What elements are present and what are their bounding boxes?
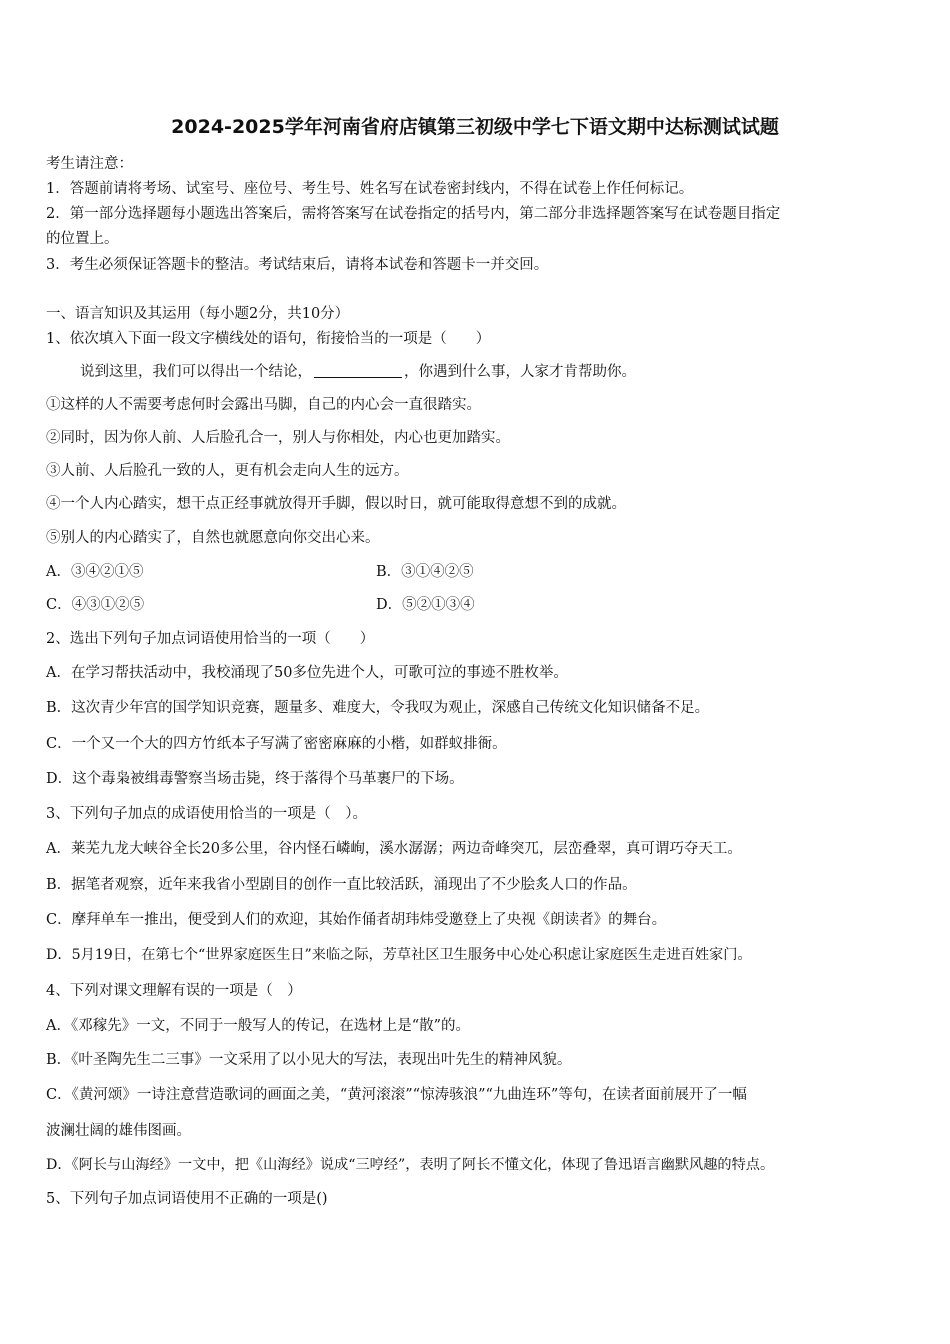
question-stem: 5、下列句子加点词语使用不正确的一项是() xyxy=(46,1191,328,1207)
section-heading: 一、语言知识及其运用（每小题2分，共10分） xyxy=(46,306,350,322)
list-item: ②同时，因为你人前、人后脸孔合一，别人与你相处，内心也更加踏实。 xyxy=(46,430,510,446)
option-b: B．《叶圣陶先生二三事》一文采用了以小见大的写法，表现出叶先生的精神风貌。 xyxy=(46,1052,572,1068)
list-item: ⑤别人的内心踏实了，自然也就愿意向你交出心来。 xyxy=(46,530,380,546)
passage-part: 说到这里，我们可以得出一个结论， xyxy=(80,364,312,380)
passage-part: ，你遇到什么事，人家才肯帮助你。 xyxy=(404,364,636,380)
notice-item: 1．答题前请将考场、试室号、座位号、考生号、姓名写在试卷密封线内，不得在试卷上作任何标记。 xyxy=(46,181,694,197)
option-a: A．莱芜九龙大峡谷全长20多公里，谷内怪石嶙峋，溪水潺潺；两边奇峰突兀，层峦叠翠，真可谓巧夺天工。 xyxy=(46,841,742,857)
question-stem: 2、选出下列句子加点词语使用恰当的一项（ ） xyxy=(46,631,375,647)
option-a: A．在学习帮扶活动中，我校涌现了50多位先进个人，可歌可泣的事迹不胜枚举。 xyxy=(46,665,568,681)
option-c: C．一个又一个大的四方竹纸本子写满了密密麻麻的小楷，如群蚁排衙。 xyxy=(46,736,507,752)
notice-heading: 考生请注意： xyxy=(46,156,133,172)
question-passage xyxy=(80,360,636,381)
option-c: C．④③①②⑤ xyxy=(46,597,145,613)
option-b: B．③①④②⑤ xyxy=(376,564,474,580)
option-d: D．这个毒枭被缉毒警察当场击毙，终于落得个马革裹尸的下场。 xyxy=(46,771,464,787)
fill-blank xyxy=(314,363,402,378)
option-c: C．摩拜单车一推出，便受到人们的欢迎，其始作俑者胡玮炜受邀登上了央视《朗读者》的舞台。 xyxy=(46,912,667,928)
option-d: D．⑤②①③④ xyxy=(376,597,475,613)
question-stem: 3、下列句子加点的成语使用恰当的一项是（ ）。 xyxy=(46,806,367,822)
option-c: C．《黄河颂》一诗注意营造歌词的画面之美，“黄河滚滚”“惊涛骇浪”“九曲连环”等句，在读者面前展开了一幅 xyxy=(46,1087,747,1103)
list-item: ④一个人内心踏实，想干点正经事就放得开手脚，假以时日，就可能取得意想不到的成就。 xyxy=(46,496,626,512)
option-b: B．据笔者观察，近年来我省小型剧目的创作一直比较活跃，涌现出了不少脍炙人口的作品。 xyxy=(46,877,637,893)
option-d: D．5月19日，在第七个“世界家庭医生日”来临之际，芳草社区卫生服务中心处心积虑让家庭医生走进百姓家门。 xyxy=(46,947,752,963)
option-b: B．这次青少年宫的国学知识竞赛，题量多、难度大，令我叹为观止，深感自己传统文化知识储备不足。 xyxy=(46,700,710,716)
page-title: 2024-2025学年河南省府店镇第三初级中学七下语文期中达标测试试题 xyxy=(171,116,779,138)
list-item: ①这样的人不需要考虑何时会露出马脚，自己的内心会一直很踏实。 xyxy=(46,397,481,413)
option-c-continued: 波澜壮阔的雄伟图画。 xyxy=(46,1123,191,1139)
option-a: A．《邓稼先》一文，不同于一般写人的传记，在选材上是“散”的。 xyxy=(46,1018,471,1034)
option-d: D．《阿长与山海经》一文中，把《山海经》说成“三哼经”，表明了阿长不懂文化，体现了鲁迅语言幽默风趣的特点。 xyxy=(46,1157,775,1173)
notice-item: 2．第一部分选择题每小题选出答案后，需将答案写在试卷指定的括号内，第二部分非选择题答案写在试卷题目指定 xyxy=(46,206,781,222)
question-stem: 4、下列对课文理解有误的一项是（ ） xyxy=(46,983,302,999)
list-item: ③人前、人后脸孔一致的人，更有机会走向人生的远方。 xyxy=(46,463,409,479)
option-a: A．③④②①⑤ xyxy=(46,564,144,580)
notice-item: 3．考生必须保证答题卡的整洁。考试结束后，请将本试卷和答题卡一并交回。 xyxy=(46,257,549,273)
question-stem: 1、依次填入下面一段文字横线处的语句，衔接恰当的一项是（ ） xyxy=(46,331,491,347)
notice-item: 的位置上。 xyxy=(46,231,119,247)
